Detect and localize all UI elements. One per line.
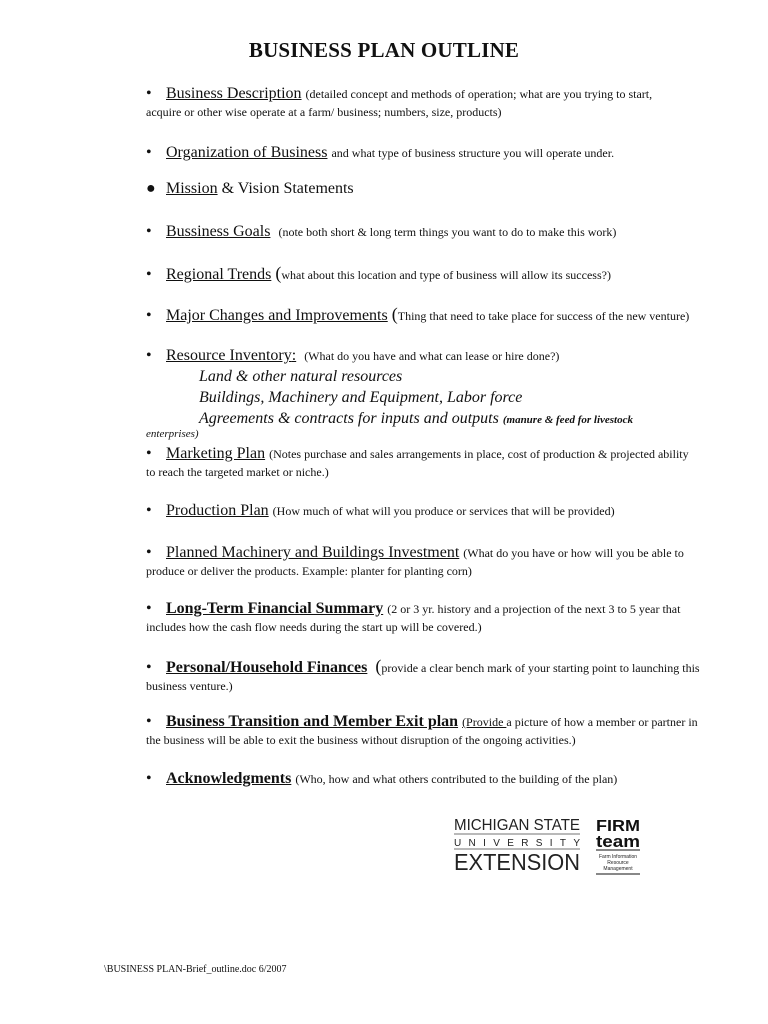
item-description-continued: acquire or other wise operate at a farm/ business; numbers, size, products) bbox=[146, 105, 502, 119]
bullet: • bbox=[146, 659, 152, 676]
list-item-organization bbox=[146, 145, 726, 161]
document-footer: \BUSINESS PLAN-Brief_outline.doc 6/2007 bbox=[104, 964, 287, 975]
bullet: • bbox=[146, 502, 152, 519]
resource-note-continued: enterprises) bbox=[146, 428, 199, 440]
bullet: • bbox=[146, 266, 152, 283]
logo-firm-line1: FIRM bbox=[596, 818, 640, 835]
item-description: what about this location and type of business will allow its success?) bbox=[281, 268, 611, 282]
open-paren: ( bbox=[275, 263, 282, 283]
resource-line: Agreements & contracts for inputs and outputs (manure & feed for livestock bbox=[199, 410, 633, 427]
bullet: • bbox=[146, 144, 152, 161]
logo-msu-line2: UNIVERSITY bbox=[454, 838, 580, 849]
logo-firm-line5: Management bbox=[603, 866, 633, 872]
item-heading: Planned Machinery and Buildings Investment bbox=[166, 544, 460, 561]
bullet: • bbox=[146, 347, 152, 364]
bullet: • bbox=[146, 307, 152, 324]
item-heading: Regional Trends bbox=[166, 266, 272, 283]
list-item-major-changes bbox=[146, 306, 726, 324]
open-paren: ( bbox=[391, 304, 398, 324]
item-heading: Production Plan bbox=[166, 502, 269, 519]
item-description: (How much of what will you produce or services that will be provided) bbox=[272, 504, 615, 518]
item-heading: Long-Term Financial Summary bbox=[166, 600, 384, 617]
item-description: Thing that need to take place for success of the new venture) bbox=[397, 309, 690, 323]
logo-firm-line2: team bbox=[596, 832, 640, 851]
bullet: ● bbox=[146, 180, 156, 197]
item-description: provide a clear bench mark of your starting point to launching this bbox=[381, 661, 700, 675]
item-heading: Business Transition and Member Exit plan bbox=[166, 713, 459, 730]
list-item-acknowledgments bbox=[146, 771, 726, 787]
item-heading: Major Changes and Improvements bbox=[166, 307, 388, 324]
list-item-mission bbox=[146, 181, 726, 197]
resource-line: Land & other natural resources bbox=[199, 368, 403, 385]
open-paren: ( bbox=[375, 656, 382, 676]
logo-msu-line3: EXTENSION bbox=[454, 849, 580, 875]
item-heading: Resource Inventory bbox=[166, 347, 292, 364]
logo-msu-line1: MICHIGAN STATE bbox=[454, 817, 580, 834]
list-item-regional-trends bbox=[146, 265, 726, 283]
item-description: (Who, how and what others contributed to the building of the plan) bbox=[295, 772, 618, 786]
resource-line: Buildings, Machinery and Equipment, Labor force bbox=[199, 389, 523, 406]
item-description: (What do you have or how will you be able to bbox=[463, 546, 684, 560]
list-item-financial-summary bbox=[146, 601, 726, 635]
list-item-production-plan bbox=[146, 503, 726, 519]
list-item-resource-inventory: • Resource Inventory: (What do you have and what can lease or hire done?) bbox=[146, 347, 560, 364]
firm-team-logo bbox=[594, 816, 644, 878]
list-item-business-transition bbox=[146, 714, 726, 748]
bullet: • bbox=[146, 770, 152, 787]
resource-note: (manure & feed for livestock bbox=[502, 414, 633, 426]
item-heading: Mission bbox=[166, 180, 218, 197]
item-heading: Acknowledgments bbox=[166, 770, 292, 787]
item-description-underlined: (Provide bbox=[462, 715, 507, 729]
item-heading: Marketing Plan bbox=[166, 445, 266, 462]
item-description-continued: to reach the targeted market or niche.) bbox=[146, 465, 329, 479]
item-heading: Business Description bbox=[166, 85, 302, 102]
item-description-continued: the business will be able to exit the business without disruption of the ongoing activities.) bbox=[146, 733, 576, 747]
list-item-business-description bbox=[146, 86, 726, 120]
item-description: (2 or 3 yr. history and a projection of the next 3 to 5 year that bbox=[387, 602, 681, 616]
item-heading: Organization of Business bbox=[166, 144, 328, 161]
item-description: a picture of how a member or partner in bbox=[506, 715, 698, 729]
bullet: • bbox=[146, 600, 152, 617]
page-title: BUSINESS PLAN OUTLINE bbox=[248, 38, 520, 62]
bullet: • bbox=[146, 223, 152, 240]
item-description-continued: produce or deliver the products. Example: planter for planting corn) bbox=[146, 564, 472, 578]
item-description: and what type of business structure you will operate under. bbox=[331, 146, 615, 160]
logo-firm-line3: Farm Information bbox=[598, 854, 638, 860]
list-item-marketing-plan bbox=[146, 446, 726, 480]
item-description-continued: business venture.) bbox=[146, 679, 233, 693]
item-heading: Bussiness Goals bbox=[166, 223, 271, 240]
list-item-planned-machinery bbox=[146, 545, 726, 579]
item-description: (What do you have and what can lease or hire done?) bbox=[304, 349, 560, 363]
list-item-goals bbox=[146, 224, 726, 240]
bullet: • bbox=[146, 85, 152, 102]
item-description-continued: includes how the cash flow needs during the start up will be covered.) bbox=[146, 620, 482, 634]
bullet: • bbox=[146, 544, 152, 561]
list-item-household-finances bbox=[146, 658, 726, 694]
msu-extension-logo bbox=[454, 815, 584, 875]
logo-firm-line4: Resource bbox=[607, 860, 629, 866]
item-description: (detailed concept and methods of operation; what are you trying to start, bbox=[305, 87, 653, 101]
bullet: • bbox=[146, 713, 152, 730]
item-heading: Personal/Household Finances bbox=[166, 659, 368, 676]
bullet: • bbox=[146, 445, 152, 462]
item-description: & Vision Statements bbox=[221, 180, 354, 197]
item-description: (Notes purchase and sales arrangements in place, cost of production & projected ability bbox=[269, 447, 689, 461]
item-description: (note both short & long term things you want to do to make this work) bbox=[278, 225, 617, 239]
